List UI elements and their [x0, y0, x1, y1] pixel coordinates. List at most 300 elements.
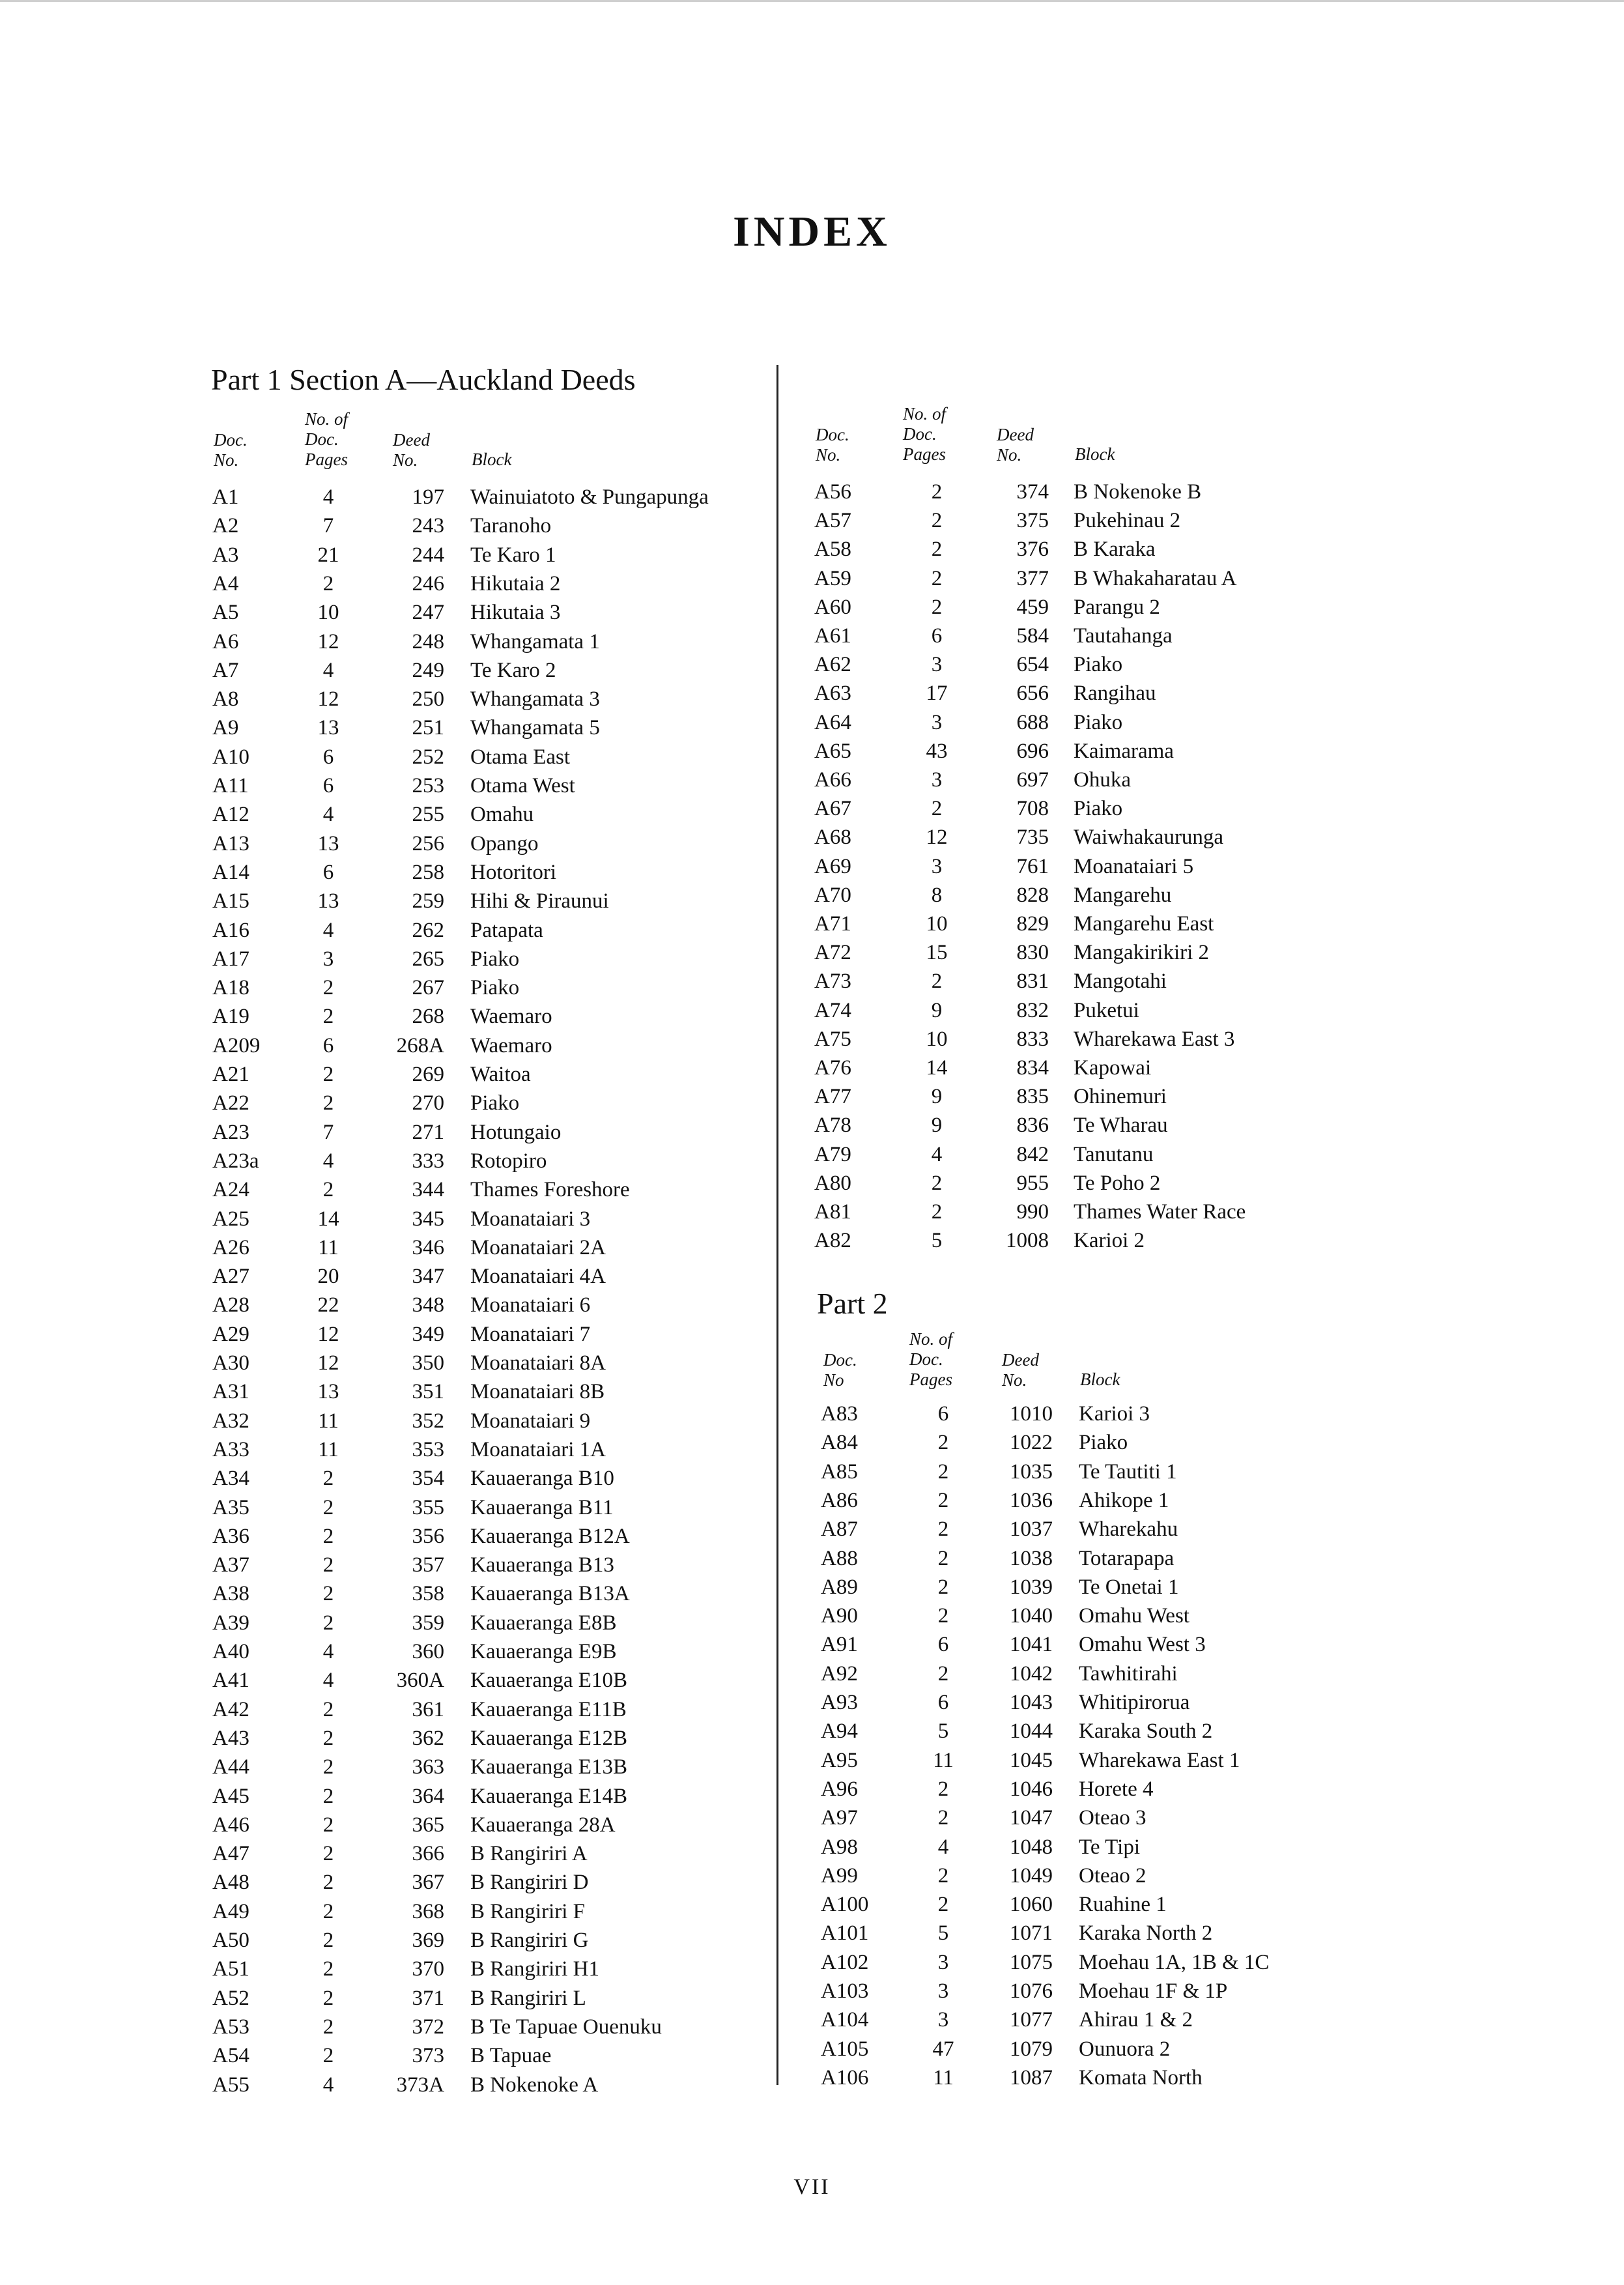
deed-number: 256 — [412, 831, 444, 855]
block-name: Moanataiari 2A — [470, 1235, 606, 1259]
page-count: 2 — [937, 1806, 949, 1830]
page-count: 2 — [322, 1611, 334, 1635]
block-name: Thames Foreshore — [470, 1178, 630, 1202]
doc-number: A104 — [821, 2008, 869, 2032]
block-name: Oteao 3 — [1079, 1806, 1147, 1830]
column-divider — [776, 365, 778, 2085]
page-count: 3 — [937, 1979, 949, 2003]
deed-number: 696 — [1016, 739, 1049, 763]
page-count: 4 — [322, 485, 334, 509]
page-count: 2 — [322, 1467, 334, 1491]
left-header-deed: Deed No. — [393, 430, 430, 470]
page-count: 2 — [322, 1091, 334, 1115]
block-name: Waiwhakaurunga — [1074, 826, 1224, 850]
page-count: 2 — [931, 595, 943, 619]
doc-number: A52 — [212, 1986, 249, 2010]
page-count: 2 — [937, 1893, 949, 1917]
doc-number: A21 — [212, 1063, 249, 1086]
page-count: 2 — [322, 1524, 334, 1548]
block-name: Omahu — [470, 803, 534, 827]
page-count: 11 — [318, 1235, 339, 1259]
page-count: 2 — [937, 1777, 949, 1801]
doc-number: A38 — [212, 1582, 249, 1606]
block-name: Moehau 1F & 1P — [1079, 1979, 1228, 2003]
deed-number: 365 — [412, 1813, 444, 1837]
doc-number: A17 — [212, 947, 249, 971]
doc-number: A29 — [212, 1322, 249, 1346]
page-count: 2 — [931, 970, 943, 994]
block-name: Kauaeranga E11B — [470, 1697, 627, 1721]
page-count: 2 — [322, 1957, 334, 1981]
deed-number: 251 — [412, 716, 444, 740]
deed-number: 253 — [412, 774, 444, 798]
deed-number: 345 — [412, 1207, 444, 1231]
deed-number: 842 — [1016, 1142, 1049, 1166]
block-name: Moanataiari 4A — [470, 1265, 606, 1289]
block-name: Wainuiatoto & Pungapunga — [470, 485, 709, 509]
deed-number: 373 — [412, 2044, 444, 2068]
block-name: Ohinemuri — [1074, 1085, 1167, 1109]
block-name: Rangihau — [1074, 682, 1156, 706]
block-name: B Tapuae — [470, 2044, 552, 2068]
doc-number: A9 — [212, 716, 239, 740]
block-name: Te Tautiti 1 — [1079, 1459, 1177, 1484]
block-name: Karioi 2 — [1074, 1229, 1145, 1253]
part2-header-block: Block — [1080, 1370, 1120, 1389]
doc-number: A1 — [212, 485, 239, 509]
page-count: 4 — [322, 2073, 334, 2097]
block-name: Totarapapa — [1079, 1546, 1175, 1570]
deed-number: 249 — [412, 658, 444, 682]
deed-number: 344 — [412, 1178, 444, 1202]
doc-number: A106 — [821, 2065, 869, 2090]
doc-number: A4 — [212, 571, 239, 596]
page-count: 2 — [322, 1553, 334, 1577]
doc-number: A90 — [821, 1604, 858, 1628]
doc-number: A78 — [814, 1114, 851, 1138]
doc-number: A19 — [212, 1005, 249, 1029]
block-name: Kauaeranga E8B — [470, 1611, 617, 1635]
deed-number: 362 — [412, 1726, 444, 1750]
page-count: 2 — [322, 1842, 334, 1866]
page-count: 12 — [317, 1351, 339, 1375]
doc-number: A41 — [212, 1669, 249, 1693]
doc-number: A12 — [212, 803, 249, 827]
block-name: Rotopiro — [470, 1149, 547, 1173]
deed-number: 835 — [1016, 1085, 1049, 1109]
doc-number: A26 — [212, 1235, 249, 1259]
page-count: 2 — [322, 1929, 334, 1952]
deed-number: 1042 — [1010, 1661, 1053, 1686]
page-count: 13 — [317, 889, 339, 913]
doc-number: A68 — [814, 826, 851, 850]
deed-number: 361 — [412, 1697, 444, 1721]
doc-number: A87 — [821, 1517, 858, 1542]
deed-number: 255 — [412, 803, 444, 827]
doc-number: A47 — [212, 1842, 249, 1866]
page-count: 47 — [932, 2037, 954, 2061]
doc-number: A40 — [212, 1640, 249, 1663]
page-count: 10 — [317, 601, 339, 625]
page-count: 14 — [926, 1056, 948, 1080]
page-count: 5 — [937, 1921, 949, 1946]
deed-number: 371 — [412, 1986, 444, 2010]
block-name: Ruahine 1 — [1079, 1893, 1167, 1917]
page-count: 21 — [317, 543, 339, 567]
page-count: 6 — [937, 1633, 949, 1657]
deed-number: 656 — [1016, 682, 1049, 706]
page-count: 9 — [931, 1085, 943, 1109]
block-name: Puketui — [1074, 998, 1139, 1022]
page-count: 2 — [322, 1813, 334, 1837]
doc-number: A60 — [814, 595, 851, 619]
block-name: B Rangiriri L — [470, 1986, 586, 2010]
block-name: Waitoa — [470, 1063, 531, 1086]
block-name: Tawhitirahi — [1079, 1661, 1178, 1686]
deed-number: 270 — [412, 1091, 444, 1115]
doc-number: A80 — [814, 1171, 851, 1195]
deed-number: 1049 — [1010, 1863, 1053, 1888]
doc-number: A53 — [212, 2015, 249, 2039]
block-name: Wharekahu — [1079, 1517, 1178, 1542]
deed-number: 354 — [412, 1467, 444, 1491]
right-header-pages: No. of Doc. Pages — [903, 404, 947, 464]
doc-number: A32 — [212, 1409, 249, 1433]
page-count: 3 — [931, 653, 943, 677]
block-name: Wharekawa East 1 — [1079, 1748, 1240, 1772]
doc-number: A54 — [212, 2044, 249, 2068]
doc-number: A97 — [821, 1806, 858, 1830]
block-name: B Nokenoke A — [470, 2073, 599, 2097]
doc-number: A16 — [212, 918, 249, 942]
deed-number: 197 — [412, 485, 444, 509]
deed-number: 359 — [412, 1611, 444, 1635]
deed-number: 1036 — [1010, 1488, 1053, 1512]
doc-number: A75 — [814, 1027, 851, 1051]
block-name: Te Karo 1 — [470, 543, 556, 567]
page-count: 3 — [937, 2008, 949, 2032]
page-count: 6 — [322, 745, 334, 769]
doc-number: A24 — [212, 1178, 249, 1202]
doc-number: A14 — [212, 860, 249, 884]
deed-number: 1008 — [1006, 1229, 1049, 1253]
page-count: 2 — [322, 1986, 334, 2010]
deed-number: 459 — [1016, 595, 1049, 619]
block-name: Hihi & Piraunui — [470, 889, 609, 913]
deed-number: 250 — [412, 687, 444, 711]
block-name: Te Onetai 1 — [1079, 1575, 1179, 1599]
block-name: B Rangiriri A — [470, 1842, 588, 1866]
block-name: Kapowai — [1074, 1056, 1152, 1080]
deed-number: 1043 — [1010, 1691, 1053, 1714]
block-name: Thames Water Race — [1074, 1200, 1246, 1224]
deed-number: 688 — [1016, 710, 1049, 734]
page-count: 2 — [322, 1005, 334, 1029]
deed-number: 584 — [1016, 624, 1049, 648]
page-count: 6 — [931, 624, 943, 648]
page-count: 13 — [317, 1380, 339, 1404]
page-count: 12 — [317, 629, 339, 654]
page-count: 14 — [317, 1207, 339, 1231]
deed-number: 1048 — [1010, 1835, 1053, 1859]
page-count: 2 — [322, 2044, 334, 2068]
deed-number: 356 — [412, 1524, 444, 1548]
doc-number: A63 — [814, 682, 851, 706]
deed-number: 1039 — [1010, 1575, 1053, 1599]
deed-number: 1071 — [1010, 1921, 1053, 1946]
deed-number: 832 — [1016, 998, 1049, 1022]
page-count: 2 — [931, 538, 943, 562]
page-count: 2 — [937, 1517, 949, 1542]
page-count: 12 — [317, 1322, 339, 1346]
doc-number: A95 — [821, 1748, 858, 1772]
deed-number: 1079 — [1010, 2037, 1053, 2061]
page-count: 2 — [931, 1171, 943, 1195]
page-count: 2 — [322, 1697, 334, 1721]
block-name: Waemaro — [470, 1033, 552, 1057]
page-count: 17 — [926, 682, 948, 706]
page-count: 3 — [322, 947, 334, 971]
page-count: 6 — [322, 1033, 334, 1057]
deed-number: 1077 — [1010, 2008, 1053, 2032]
block-name: Kauaeranga B10 — [470, 1467, 614, 1491]
block-name: Opango — [470, 831, 539, 855]
deed-number: 377 — [1016, 566, 1049, 590]
doc-number: A91 — [821, 1633, 858, 1657]
doc-number: A57 — [814, 509, 851, 533]
page-count: 4 — [322, 918, 334, 942]
doc-number: A74 — [814, 998, 851, 1022]
deed-number: 349 — [412, 1322, 444, 1346]
block-name: Moanataiari 8A — [470, 1351, 606, 1375]
block-name: Karaka South 2 — [1079, 1719, 1213, 1744]
block-name: Piako — [1074, 653, 1123, 677]
page-count: 6 — [322, 860, 334, 884]
part2-header-deed: Deed No. — [1002, 1350, 1039, 1390]
deed-number: 364 — [412, 1784, 444, 1808]
deed-number: 271 — [412, 1120, 444, 1144]
deed-number: 268 — [412, 1005, 444, 1029]
deed-number: 368 — [412, 1899, 444, 1923]
block-name: Kauaeranga B13A — [470, 1582, 630, 1606]
doc-number: A79 — [814, 1142, 851, 1166]
block-name: Piako — [470, 976, 520, 1000]
deed-number: 348 — [412, 1293, 444, 1317]
page-count: 11 — [933, 1748, 954, 1772]
page-count: 5 — [931, 1229, 943, 1253]
doc-number: A10 — [212, 745, 249, 769]
doc-number: A39 — [212, 1611, 249, 1635]
page-title: INDEX — [733, 208, 891, 255]
deed-number: 346 — [412, 1235, 444, 1259]
block-name: Kaimarama — [1074, 739, 1174, 763]
doc-number: A25 — [212, 1207, 249, 1231]
block-name: Moehau 1A, 1B & 1C — [1079, 1950, 1270, 1974]
doc-number: A67 — [814, 797, 851, 821]
doc-number: A69 — [814, 854, 851, 878]
block-name: Mangarehu — [1074, 883, 1172, 907]
block-name: Wharekawa East 3 — [1074, 1027, 1235, 1051]
block-name: Te Wharau — [1074, 1114, 1168, 1138]
doc-number: A65 — [814, 739, 851, 763]
deed-number: 1045 — [1010, 1748, 1053, 1772]
deed-number: 1047 — [1010, 1806, 1053, 1830]
doc-number: A76 — [814, 1056, 851, 1080]
deed-number: 360 — [412, 1640, 444, 1663]
block-name: Moanataiari 8B — [470, 1380, 605, 1404]
doc-number: A8 — [212, 687, 239, 711]
deed-number: 243 — [412, 514, 444, 538]
page-count: 4 — [937, 1835, 949, 1859]
doc-number: A103 — [821, 1979, 869, 2003]
page-count: 2 — [322, 976, 334, 1000]
deed-number: 374 — [1016, 480, 1049, 504]
doc-number: A88 — [821, 1546, 858, 1570]
deed-number: 708 — [1016, 797, 1049, 821]
doc-number: A77 — [814, 1085, 851, 1109]
block-name: Moanataiari 1A — [470, 1437, 606, 1461]
page-count: 10 — [926, 912, 948, 936]
doc-number: A70 — [814, 883, 851, 907]
deed-number: 247 — [412, 601, 444, 625]
deed-number: 370 — [412, 1957, 444, 1981]
block-name: Kauaeranga E9B — [470, 1640, 617, 1663]
doc-number: A73 — [814, 970, 851, 994]
page-count: 2 — [322, 571, 334, 596]
page-count: 6 — [322, 774, 334, 798]
doc-number: A85 — [821, 1459, 858, 1484]
part2-heading: Part 2 — [817, 1287, 888, 1320]
block-name: Moanataiari 9 — [470, 1409, 591, 1433]
doc-number: A42 — [212, 1697, 249, 1721]
block-name: Piako — [470, 1091, 520, 1115]
block-name: Kauaeranga E12B — [470, 1726, 627, 1750]
deed-number: 347 — [412, 1265, 444, 1289]
page-count: 15 — [926, 941, 948, 965]
deed-number: 269 — [412, 1063, 444, 1086]
block-name: Whitipirorua — [1079, 1691, 1190, 1714]
block-name: Kauaeranga B13 — [470, 1553, 614, 1577]
deed-number: 761 — [1016, 854, 1049, 878]
deed-number: 990 — [1016, 1200, 1049, 1224]
page-count: 2 — [931, 480, 943, 504]
deed-number: 352 — [412, 1409, 444, 1433]
block-name: Kauaeranga B11 — [470, 1495, 614, 1519]
page-count: 2 — [322, 2015, 334, 2039]
block-name: B Karaka — [1074, 538, 1156, 562]
block-name: Te Karo 2 — [470, 658, 556, 682]
block-name: Otama East — [470, 745, 571, 769]
deed-number: 1044 — [1010, 1719, 1053, 1744]
page-count: 43 — [926, 739, 948, 763]
doc-number: A36 — [212, 1524, 249, 1548]
block-name: Moanataiari 3 — [470, 1207, 591, 1231]
doc-number: A46 — [212, 1813, 249, 1837]
deed-number: 366 — [412, 1842, 444, 1866]
doc-number: A83 — [821, 1402, 858, 1426]
deed-number: 1010 — [1010, 1402, 1053, 1426]
doc-number: A33 — [212, 1437, 249, 1461]
block-name: Waemaro — [470, 1005, 552, 1029]
page-count: 8 — [931, 883, 943, 907]
page-count: 2 — [937, 1488, 949, 1512]
deed-number: 262 — [412, 918, 444, 942]
deed-number: 248 — [412, 629, 444, 654]
block-name: B Te Tapuae Ouenuku — [470, 2015, 662, 2039]
page-count: 11 — [318, 1437, 339, 1461]
page-number: VII — [793, 2175, 831, 2199]
deed-number: 833 — [1016, 1027, 1049, 1051]
page-count: 2 — [931, 509, 943, 533]
deed-number: 363 — [412, 1755, 444, 1779]
deed-number: 955 — [1016, 1171, 1049, 1195]
doc-number: A93 — [821, 1691, 858, 1714]
page-count: 13 — [317, 831, 339, 855]
block-name: B Rangiriri G — [470, 1929, 589, 1952]
block-name: Horete 4 — [1079, 1777, 1154, 1801]
doc-number: A105 — [821, 2037, 869, 2061]
deed-number: 1041 — [1010, 1633, 1053, 1657]
doc-number: A6 — [212, 629, 239, 654]
deed-number: 268A — [396, 1033, 444, 1057]
block-name: Patapata — [470, 918, 543, 942]
page-count: 2 — [322, 1755, 334, 1779]
doc-number: A27 — [212, 1265, 249, 1289]
doc-number: A23 — [212, 1120, 249, 1144]
doc-number: A94 — [821, 1719, 858, 1744]
page-count: 9 — [931, 998, 943, 1022]
deed-number: 372 — [412, 2015, 444, 2039]
top-rule — [0, 0, 1624, 2]
deed-number: 244 — [412, 543, 444, 567]
part2-header-pages: No. of Doc. Pages — [909, 1329, 953, 1389]
block-name: Pukehinau 2 — [1074, 509, 1181, 533]
part2-header-doc: Doc. No — [823, 1350, 857, 1390]
page-count: 2 — [937, 1661, 949, 1686]
page-count: 3 — [931, 768, 943, 792]
deed-number: 830 — [1016, 941, 1049, 965]
page-count: 2 — [322, 1899, 334, 1923]
right-header-block: Block — [1075, 444, 1115, 464]
block-name: Karaka North 2 — [1079, 1921, 1213, 1946]
page-count: 12 — [926, 826, 948, 850]
doc-number: A35 — [212, 1495, 249, 1519]
deed-number: 333 — [412, 1149, 444, 1173]
left-header-pages: No. of Doc. Pages — [305, 409, 349, 469]
page-count: 13 — [317, 716, 339, 740]
doc-number: A7 — [212, 658, 239, 682]
block-name: Whangamata 3 — [470, 687, 600, 711]
block-name: Moanataiari 7 — [470, 1322, 591, 1346]
deed-number: 697 — [1016, 768, 1049, 792]
deed-number: 1087 — [1010, 2065, 1053, 2090]
block-name: Karioi 3 — [1079, 1402, 1150, 1426]
page-count: 7 — [322, 514, 334, 538]
doc-number: A37 — [212, 1553, 249, 1577]
block-name: Oteao 2 — [1079, 1863, 1147, 1888]
block-name: Ahirau 1 & 2 — [1079, 2008, 1193, 2032]
doc-number: A49 — [212, 1899, 249, 1923]
deed-number: 358 — [412, 1582, 444, 1606]
deed-number: 246 — [412, 571, 444, 596]
block-name: Parangu 2 — [1074, 595, 1160, 619]
page-count: 4 — [322, 1149, 334, 1173]
left-header-block: Block — [472, 450, 512, 469]
page-count: 3 — [931, 710, 943, 734]
block-name: Kauaeranga E13B — [470, 1755, 627, 1779]
right-header-doc: Doc. No. — [816, 425, 849, 465]
page-count: 4 — [322, 1669, 334, 1693]
